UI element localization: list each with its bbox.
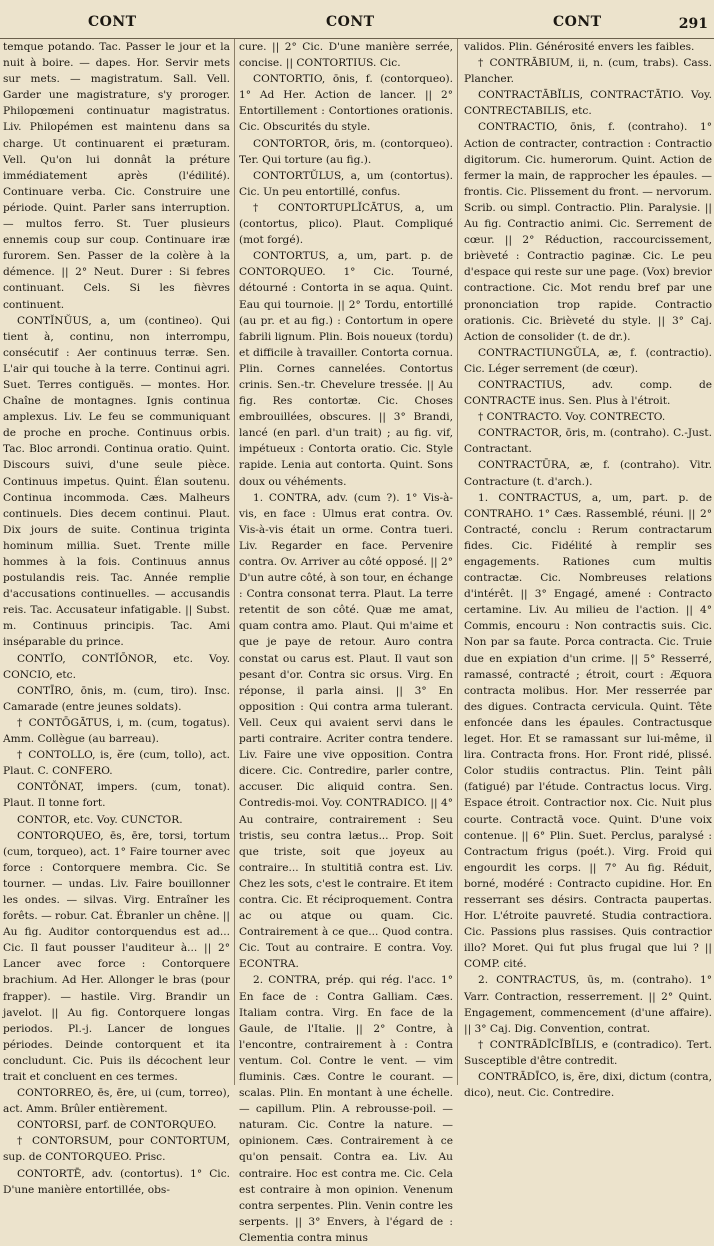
entry: CONTOR, etc. Voy. CUNCTOR. [17, 813, 183, 826]
entry: CONTRACTIUS, adv. comp. de CONTRACTE inus. Sen. Plus à l'étroit. [464, 378, 712, 408]
entry: † CONTRACTO. Voy. CONTRECTO. [478, 411, 666, 424]
entry: CONTŎNAT, impers. (cum, tonat). Plaut. Il tonne fort. [3, 781, 230, 810]
column-2 [234, 39, 458, 1244]
entry: † CONTRĀBIUM, ii, n. (cum, trabs). Cass. Plancher. [464, 57, 712, 86]
entry: CONTORTŬLUS, a, um (contortus). Cic. Un peu entortillé, confus. [239, 169, 453, 198]
page-number: 291 [678, 16, 708, 32]
entry: CONTORTUS, a, um, part. p. de CONTORQUEO. 1° Cic. Tourné, détourné : Contorta in se aqua. Quint. Eau qui tournoie. || 2° Tordu, entortillé (au pr. et au fig.) : Contortum in opere fabrili lignum. Plin. Bois noueux (tordu) et difficile à travailler. Contorta cornua. Plin. Cornes cannelées. Contortus crinis. Sen.-tr. Chevelure tressée. || Au fig. Res contortæ. Cic. Choses embrouillées, obscures. || 3° Brandi, lancé (en parl. d'un trait) ; au fig. vif, impétueux : Contorta oratio. Cic. Style rapide. Lenia aut contorta. Quint. Sons doux ou véhéments. [239, 250, 453, 488]
entry: CONTRACTŪRA, æ, f. (contraho). Vitr. Contracture (t. d'arch.). [464, 459, 712, 488]
entry: CONTĬO, CONTĬŌNOR, etc. Voy. CONCIO, etc. [3, 652, 230, 681]
entry: CONTORREO, ēs, ēre, ui (cum, torreo), act. Amm. Brûler entièrement. [3, 1087, 230, 1116]
page-header [0, 0, 714, 39]
entry: CONTRACTĀBĬLIS, CONTRACTĀTIO. Voy. CONTRECTABILIS, etc. [464, 89, 712, 118]
entry: CONTĬNŬUS, a, um (contineo). Qui tient à, continu, non interrompu, consécutif : Aer continuus terræ. Sen. L'air qui touche à la terre. Continui agri. Suet. Terres contiguës. — montes. Hor. Chaîne de montagnes. Ignis continua amplexus. Liv. Le feu se communiquant de proche en proche. Continuus orbis. Tac. Bloc arrondi. Continua oratio. Quint. Discours suivi, d'une seule pièce. Continuus impetus. Quint. Élan soutenu. Continua incommoda. Cæs. Malheurs continuels. Dies decem continui. Plaut. Dix jours de suite. Continua triginta hominum millia. Suet. Trente mille hommes à la fois. Continuus annus postulandis reis. Tac. Année remplie d'accusations continuelles. — accusandis reis. Tac. Accusateur infatigable. || Subst. m. Continuus principis. Tac. Ami inséparable du prince. [3, 314, 230, 649]
entry: CONTORTOR, ōris, m. (contorqueo). Ter. Qui torture (au fig.). [239, 137, 453, 166]
entry: CONTRACTOR, ōris, m. (contraho). C.-Just. Contractant. [464, 427, 712, 456]
entry: CONTRACTIUNGŬLA, æ, f. (contractio). Cic. Léger serrement (de cœur). [464, 346, 712, 375]
entry: † CONTŌGĀTUS, i, m. (cum, togatus). Amm. Collègue (au barreau). [3, 716, 230, 746]
running-head-right: CONT [553, 14, 602, 30]
entry: CONTĪRO, ōnis, m. (cum, tiro). Insc. Camarade (entre jeunes soldats). [3, 684, 230, 713]
column-3 [459, 39, 712, 1100]
entry: validos. Plin. Générosité envers les faibles. [464, 41, 695, 53]
entry: † CONTORTUPLĬCĀTUS, a, um (contortus, plico). Plaut. Compliqué (mot forgé). [239, 201, 453, 247]
running-head-center: CONT [326, 14, 375, 30]
entry: 2. CONTRA, prép. qui rég. l'acc. 1° En face de : Contra Galliam. Cæs. Italiam contra. Virg. En face de la Gaule, de l'Italie. || 2° Contre, à l'encontre, contrairement à : Contra ventum. Col. Contre le vent. — vim fluminis. Cæs. Contre le courant. — scalas. Plin. En montant à une échelle. — capillum. Plin. A rebrousse-poil. — naturam. Cic. Contre la nature. — opinionem. Cæs. Contrairement à ce qu'on pensait. Contra ea. Liv. Au contraire. Hoc est contra me. Cic. Cela est contraire à mon opinion. Venenum contra serpentes. Plin. Venin contre les serpents. || 3° Envers, à l'égard de : Clementia contra minus [239, 974, 453, 1244]
entry: † CONTORSUM, pour CONTORTUM, sup. de CONTORQUEO. Prisc. [3, 1135, 230, 1164]
entry: CONTRACTIO, ōnis, f. (contraho). 1° Action de contracter, contraction : Contractio digitorum. Cic. humerorum. Quint. Action de fermer la main, de rapprocher les épaules. — frontis. Cic. Plissement du front. — nervorum. Scrib. ou simpl. Contractio. Plin. Paralysie. || Au fig. Contractio animi. Cic. Serrement de cœur. || 2° Réduction, raccourcissement, brièveté : Contractio paginæ. Cic. Le peu d'espace qui reste sur une page. (Vox) brevior contractione. Cic. Mot rendu bref par une prononciation trop rapide. Contractio orationis. Cic. Brièveté du style. || 3° Caj. Action de consolider (t. de dr.). [464, 121, 712, 343]
entry: † CONTOLLO, is, ĕre (cum, tollo), act. Plaut. C. CONFERO. [3, 749, 230, 778]
entry: CONTORQUEO, ēs, ēre, torsi, tortum (cum, torqueo), act. 1° Faire tourner avec force : Contorquere membra. Cic. Se tourner. — undas. Liv. Faire bouillonner les ondes. — silvas. Virg. Entraîner les forêts. — robur. Cat. Ébranler un chêne. || Au fig. Auditor contorquendus est ad... Cic. Il faut pousser l'auditeur à... || 2° Lancer avec force : Contorquere brachium. Ad Her. Allonger le bras (pour frapper). — hastile. Virg. Brandir un javelot. || Au fig. Contorquere longas periodos. Pl.-j. Lancer de longues périodes. Deinde contorquent et ita concludunt. Cic. Puis ils décochent leur trait et concluent en ces termes. [3, 829, 230, 1083]
entry: cure. || 2° Cic. D'une manière serrée, concise. || CONTORTIUS. Cic. [239, 41, 453, 70]
entry: CONTRĀDĪCO, is, ĕre, dixi, dictum (contra, dico), neut. Cic. Contredire. [464, 1071, 712, 1100]
entry: CONTORTĒ, adv. (contortus). 1° Cic. D'une manière entortillée, obs- [3, 1167, 230, 1196]
entry: 1. CONTRACTUS, a, um, part. p. de CONTRAHO. 1° Cæs. Rassemblé, réuni. || 2° Contracté, conclu : Rerum contractarum fides. Cic. Fidélité à remplir ses engagements. Rationes cum multis contractæ. Cic. Nombreuses relations d'intérêt. || 3° Engagé, amené : Contracto certamine. Liv. Au milieu de l'action. || 4° Commis, encouru : Non contractis suis. Cic. Non par sa faute. Porca contracta. Cic. Truie due en expiation d'un crime. || 5° Resserré, ramassé, contracté ; étroit, court : Æquora contracta molibus. Hor. Mer resserrée par des digues. Contracta cervicula. Quint. Tête enfoncée dans les épaules. Contractusque leget. Hor. Et se ramassant sur lui-même, il lira. Contracta frons. Hor. Front ridé, plissé. Color studiis contractus. Plin. Teint pâli (fatigué) par l'étude. Contractus locus. Virg. Espace étroit. Contractior nox. Cic. Nuit plus courte. Contractā voce. Quint. D'une voix contenue. || 6° Plin. Suet. Perclus, paralysé : Contractum frigus (poét.). Virg. Froid qui engourdit les corps. || 7° Au fig. Réduit, borné, modéré : Contracto cupidine. Hor. En resserrant ses désirs. Contracta paupertas. Hor. L'étroite pauvreté. Studia contractiora. Cic. Passions plus rassises. Quis contractior illo? Moret. Qui fut plus frugal que lui ? || COMP. cité. [464, 491, 712, 971]
entry: CONTORTIO, ōnis, f. (contorqueo). 1° Ad Her. Action de lancer. || 2° Entortillement : Contortiones orationis. Cic. Obscurités du style. [239, 73, 453, 134]
entry: 1. CONTRA, adv. (cum ?). 1° Vis-à-vis, en face : Ulmus erat contra. Ov. Vis-à-vis était un orme. Contra tueri. Liv. Regarder en face. Pervenire contra. Ov. Arriver au côté opposé. || 2° D'un autre côté, à son tour, en échange : Contra consonat terra. Plaut. La terre retentit de son côté. Quæ me amat, quam contra amo. Plaut. Qui m'aime et que je paye de retour. Auro contra constat ou carus est. Plaut. Il vaut son pesant d'or. Contra sic orsus. Virg. En réponse, il parla ainsi. || 3° En opposition : Qui contra arma tulerant. Vell. Ceux qui avaient servi dans le parti contraire. Acriter contra tendere. Liv. Faire une vive opposition. Contra dicere. Cic. Contredire, parler contre, accuser. Dic aliquid contra. Sen. Contredis-moi. Voy. CONTRADICO. || 4° Au contraire, contrairement : Seu tristis, seu contra lætus... Prop. Soit que triste, soit que joyeux au contraire... In stultitiā contra est. Liv. Chez les sots, c'est le contraire. Et item contra. Cic. Et réciproquement. Contra ac ou atque ou quam. Cic. Contrairement à ce que... Quod contra. Cic. Tout au contraire. E contra. Voy. ECONTRA. [239, 491, 453, 971]
running-head-left: CONT [88, 14, 137, 30]
column-1 [3, 39, 233, 1196]
entry: CONTORSI, parf. de CONTORQUEO. [17, 1119, 217, 1132]
entry: † CONTRĀDĪCĬBĬLIS, e (contradico). Tert. Susceptible d'être contredit. [464, 1038, 712, 1067]
entry: 2. CONTRACTUS, ūs, m. (contraho). 1° Varr. Contraction, resserrement. || 2° Quint. Engagement, commencement (d'une affaire). || 3° Caj. Dig. Convention, contrat. [464, 974, 712, 1035]
entry: temque potando. Tac. Passer le jour et la nuit à boire. — dapes. Hor. Servir mets sur mets. — magistratum. Sall. Vell. Garder une magistrature, s'y proroger. Philopœmeni continuatur magistratus. Liv. Philopémen est maintenu dans sa charge. Ut continuarent ei præturam. Vell. Qu'on lui donnât la préture immédiatement après (l'édilité). Continuare verba. Cic. Construire une période. Quint. Parler sans interruption. — multos ferro. St. Tuer plusieurs ennemis coup sur coup. Continuare iræ furorem. Sen. Passer de la colère à la démence. || 2° Neut. Durer : Si febres continuant. Cels. Si les fièvres continuent. [3, 41, 230, 311]
